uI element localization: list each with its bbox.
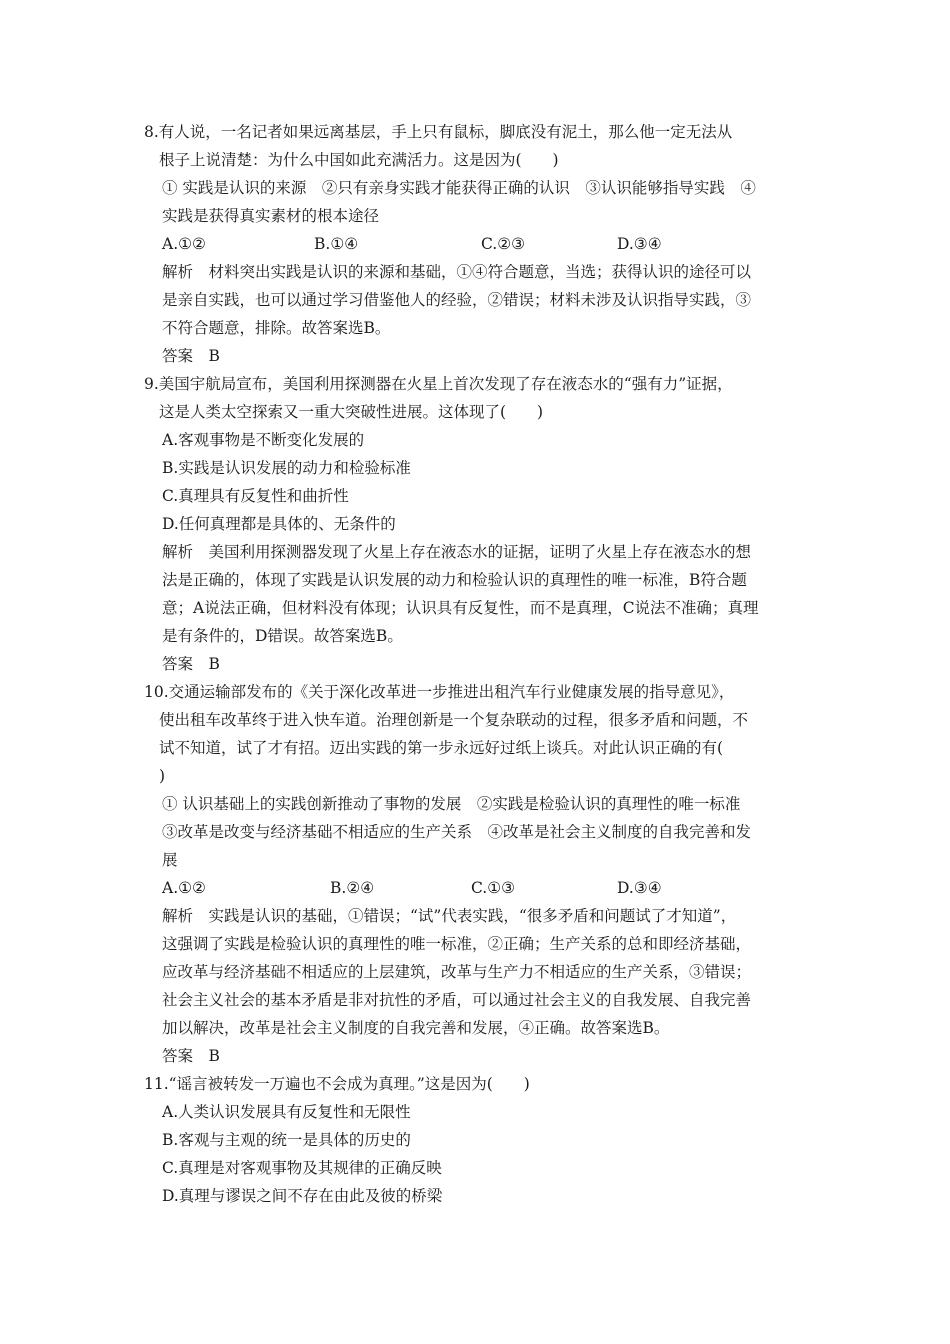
- q9-option-c: C.真理具有反复性和曲折性: [162, 487, 349, 505]
- q10-analysis-line1: 解析 实践是认识的基础，①错误；“试”代表实践，“很多矛盾和问题试了才知道”，: [162, 907, 737, 925]
- q9-analysis-line1: 解析 美国利用探测器发现了火星上存在液态水的证据，证明了火星上存在液态水的想: [162, 543, 752, 561]
- q10-items-line2: ③改革是改变与经济基础不相适应的生产关系 ④改革是社会主义制度的自我完善和发: [162, 823, 752, 841]
- q10-stem-line4: ): [159, 767, 166, 785]
- q10-option-d: D.③④: [617, 879, 662, 897]
- q9-option-a: A.客观事物是不断变化发展的: [162, 431, 365, 449]
- q11-option-c: C.真理是对客观事物及其规律的正确反映: [162, 1159, 442, 1177]
- q8-answer: 答案 B: [162, 347, 220, 365]
- q10-items-line1: ① 认识基础上的实践创新推动了事物的发展 ②实践是检验认识的真理性的唯一标准: [162, 795, 741, 813]
- q11-option-b: B.客观与主观的统一是具体的历史的: [162, 1131, 411, 1149]
- q9-stem-line2: 这是人类太空探索又一重大突破性进展。这体现了( ): [159, 403, 544, 421]
- q11-option-d: D.真理与谬误之间不存在由此及彼的桥梁: [162, 1187, 443, 1205]
- q8-stem-line2: 根子上说清楚：为什么中国如此充满活力。这是因为( ): [159, 151, 559, 169]
- q11-stem-line1: 11.“谣言被转发一万遍也不会成为真理。”这是因为( ): [144, 1075, 530, 1093]
- q10-analysis-line5: 加以解决，改革是社会主义制度的自我完善和发展，④正确。故答案选B。: [162, 1019, 670, 1037]
- q8-items-line2: 实践是获得真实素材的根本途径: [162, 207, 380, 225]
- q8-option-d: D.③④: [617, 235, 662, 253]
- q9-analysis-line2: 法是正确的，体现了实践是认识发展的动力和检验认识的真理性的唯一标准，B符合题: [162, 571, 747, 589]
- q10-stem-line1: 10.交通运输部发布的《关于深化改革进一步推进出租汽车行业健康发展的指导意见》，: [144, 683, 735, 701]
- q10-items-line3: 展: [162, 851, 178, 869]
- q9-analysis-line3: 意；A说法正确，但材料没有体现；认识具有反复性，而不是真理，C说法不准确；真理: [162, 599, 759, 617]
- q10-analysis-line4: 社会主义社会的基本矛盾是非对抗性的矛盾，可以通过社会主义的自我发展、自我完善: [162, 991, 752, 1009]
- q10-stem-line3: 试不知道，试了才有招。迈出实践的第一步永远好过纸上谈兵。对此认识正确的有(: [159, 739, 724, 757]
- q9-analysis-line4: 是有条件的，D错误。故答案选B。: [162, 627, 403, 645]
- q9-option-d: D.任何真理都是具体的、无条件的: [162, 515, 396, 533]
- q9-option-b: B.实践是认识发展的动力和检验标准: [162, 459, 411, 477]
- q8-analysis-line2: 是亲自实践，也可以通过学习借鉴他人的经验，②错误；材料未涉及认识指导实践，③: [162, 291, 752, 309]
- q10-analysis-line3: 应改革与经济基础不相适应的上层建筑，改革与生产力不相适应的生产关系，③错误；: [162, 963, 752, 981]
- q10-option-a: A.①②: [162, 879, 206, 897]
- q8-option-a: A.①②: [162, 235, 206, 253]
- q10-analysis-line2: 这强调了实践是检验认识的真理性的唯一标准，②正确；生产关系的总和即经济基础，: [162, 935, 752, 953]
- q8-option-b: B.①④: [314, 235, 359, 253]
- q10-option-c: C.①③: [471, 879, 516, 897]
- q10-stem-line2: 使出租车改革终于进入快车道。治理创新是一个复杂联动的过程，很多矛盾和问题，不: [159, 711, 749, 729]
- q8-items-line1: ① 实践是认识的来源 ②只有亲身实践才能获得正确的认识 ③认识能够指导实践 ④: [162, 179, 756, 197]
- q8-stem-line1: 8.有人说，一名记者如果远离基层，手上只有鼠标，脚底没有泥土，那么他一定无法从: [144, 123, 733, 141]
- q10-option-b: B.②④: [330, 879, 375, 897]
- q8-option-c: C.②③: [481, 235, 526, 253]
- q9-stem-line1: 9.美国宇航局宣布，美国利用探测器在火星上首次发现了存在液态水的“强有力”证据，: [144, 375, 733, 393]
- q9-answer: 答案 B: [162, 655, 220, 673]
- q11-option-a: A.人类认识发展具有反复性和无限性: [162, 1103, 411, 1121]
- q8-analysis-line1: 解析 材料突出实践是认识的来源和基础，①④符合题意，当选；获得认识的途径可以: [162, 263, 752, 281]
- q8-analysis-line3: 不符合题意，排除。故答案选B。: [162, 319, 391, 337]
- q10-answer: 答案 B: [162, 1047, 220, 1065]
